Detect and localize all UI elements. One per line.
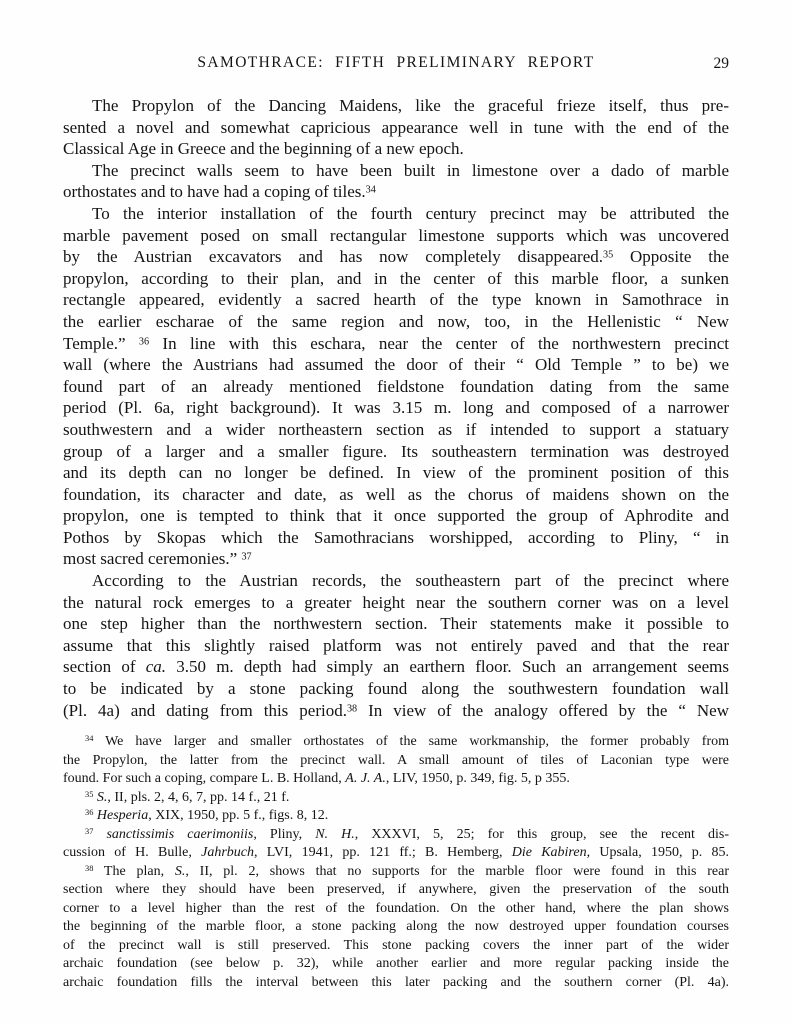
body-line <box>63 700 729 722</box>
text-run: Pothos by Skopas which the Samothracians worshipped, according to Pliny, “ in <box>63 527 729 547</box>
footnote <box>63 789 729 808</box>
page-number: 29 <box>713 55 729 72</box>
text-run: propylon, one is tempted to think that it once supported the group of Aphrodite and <box>63 506 729 526</box>
body-line <box>63 678 729 700</box>
text-run: wall (where the Austrians had assumed the door of their “ Old Temple ” to be) we <box>63 355 729 375</box>
text-run: Opposite the <box>613 247 729 267</box>
text-run: one step higher than the northwestern section. Their statements make it possible to <box>63 614 729 634</box>
footnote <box>63 733 729 789</box>
body-line <box>63 160 729 182</box>
text-run: , XXXVI, 5, 25; for this group, see the recent dis- <box>354 826 730 842</box>
body-paragraph <box>63 203 729 570</box>
text-run: archaic foundation fills the interval between this later packing and the southern corner (Pl. 4a). <box>63 974 729 990</box>
body-line <box>63 484 729 506</box>
body-line <box>63 376 729 398</box>
text-run: found part of an already mentioned fieldstone foundation dating from the same <box>63 376 729 396</box>
text-run: orthostates and to have had a coping of tiles. <box>63 182 366 202</box>
footnote-marker: 35 <box>603 249 614 261</box>
footnote-line <box>63 937 729 956</box>
footnote-line <box>63 918 729 937</box>
body-line <box>63 570 729 592</box>
footnote-line <box>63 752 729 771</box>
body-paragraph <box>63 95 729 160</box>
body-line <box>63 354 729 376</box>
text-run: archaic foundation (see below p. 32), while another earlier and more regular packing inside the <box>63 956 729 972</box>
footnotes-section <box>63 733 729 992</box>
text-run: Temple.” <box>63 333 139 353</box>
text-run: Classical Age in Greece and the beginning of a new epoch. <box>63 139 464 159</box>
footnote-marker: 35 <box>85 789 94 799</box>
body-line <box>63 117 729 139</box>
body-paragraph <box>63 570 729 721</box>
italic-text: S. <box>96 789 108 805</box>
italic-text: Die Kabiren <box>511 845 587 861</box>
footnote-line <box>63 789 729 808</box>
footnote-line <box>63 733 729 752</box>
body-line <box>63 268 729 290</box>
italic-text: Hesperia <box>96 808 149 824</box>
body-line <box>63 592 729 614</box>
footnote <box>63 826 729 863</box>
body-line <box>63 138 729 160</box>
text-run: of the precinct wall is still preserved. This stone packing covers the inner part of the wider <box>63 937 729 953</box>
text-run: the beginning of the marble floor, a stone packing along the now destroyed upper foundation courses <box>63 919 729 935</box>
footnote-marker: 34 <box>365 184 376 196</box>
italic-text: Jahrbuch <box>201 845 255 861</box>
footnote-line <box>63 881 729 900</box>
footnote-marker: 38 <box>346 703 358 715</box>
body-line <box>63 311 729 333</box>
body-line <box>63 397 729 419</box>
footnote-line <box>63 955 729 974</box>
body-line <box>63 419 729 441</box>
body-line <box>63 181 729 203</box>
footnote-line <box>63 900 729 919</box>
text-run: the natural rock emerges to a greater height near the southern corner was on a level <box>63 592 729 612</box>
text-run: corner to a level higher than the rest of the foundation. On the other hand, where the plan shows <box>63 900 729 916</box>
body-line <box>63 462 729 484</box>
text-run: rectangle appeared, evidently a sacred hearth of the type known in Samothrace in <box>63 290 729 310</box>
text-run: , LVI, 1941, pp. 121 ff.; B. Hemberg, <box>254 845 512 861</box>
footnote-line <box>63 974 729 993</box>
text-run: section of <box>63 657 146 677</box>
text-run: (Pl. 4a) and dating from this period. <box>63 700 347 720</box>
text-run: and its depth can no longer be defined. In view of the prominent position of this <box>63 463 729 483</box>
footnote-line <box>63 844 729 863</box>
text-run: group of a larger and a smaller figure. Its southeastern termination was destroyed <box>63 441 729 461</box>
italic-text: ca. <box>145 657 167 677</box>
body-line <box>63 95 729 117</box>
text-run: sented a novel and somewhat capricious appearance well in tune with the end of the <box>63 117 729 137</box>
text-run: , XIX, 1950, pp. 5 f., figs. 8, 12. <box>148 808 329 824</box>
text-run: In view of the analogy offered by the “ New <box>357 700 729 720</box>
footnote-line <box>63 826 729 845</box>
text-run: found. For such a coping, compare L. B. Holland, <box>63 771 346 787</box>
text-run: marble pavement posed on small rectangular limestone supports which was uncovered <box>63 225 729 245</box>
footnote-marker: 37 <box>241 551 252 563</box>
text-run: , II, pls. 2, 4, 6, 7, pp. 14 f., 21 f. <box>107 789 290 805</box>
footnote <box>63 807 729 826</box>
body-line <box>63 441 729 463</box>
page-header <box>63 54 729 74</box>
italic-text: sanctissimis caerimoniis <box>106 826 254 842</box>
text-run: the Propylon, the latter from the precinct wall. A small amount of tiles of Laconian type were <box>63 752 729 768</box>
text-run: , Upsala, 1950, p. 85. <box>586 845 729 861</box>
italic-text: A. J. A. <box>345 771 386 787</box>
text-run: To the interior installation of the fourth century precinct may be attributed the <box>92 203 729 223</box>
text-run: section where they should have been preserved, if anywhere, given the preservation of the south <box>63 882 729 898</box>
text-run: most sacred ceremonies.” <box>63 549 242 569</box>
footnote-marker: 38 <box>85 863 94 873</box>
text-run: , II, pl. 2, shows that no supports for the marble floor were found in this rear <box>185 863 729 879</box>
footnote-marker: 37 <box>85 826 94 836</box>
text-run: The plan, <box>93 863 175 879</box>
body-paragraph <box>63 160 729 203</box>
text-run: 3.50 m. depth had simply an earthern floor. Such an arrangement seems <box>166 657 729 677</box>
text-run: southwestern and a wider northeastern section as if intended to support a statuary <box>63 419 729 439</box>
body-line <box>63 548 729 570</box>
text-run <box>93 827 106 842</box>
text-run: cussion of H. Bulle, <box>63 845 202 861</box>
text-run: propylon, according to their plan, and in the center of this marble floor, a sunken <box>63 268 729 288</box>
running-head-title: SAMOTHRACE: FIFTH PRELIMINARY REPORT <box>197 54 595 71</box>
text-run: the earlier escharae of the same region and now, too, in the Hellenistic “ New <box>63 311 729 331</box>
footnote <box>63 863 729 993</box>
body-line <box>63 505 729 527</box>
body-line <box>63 289 729 311</box>
italic-text: S. <box>174 863 186 879</box>
body-line <box>63 527 729 549</box>
text-run: According to the Austrian records, the southeastern part of the precinct where <box>92 571 729 591</box>
text-run: The Propylon of the Dancing Maidens, like the graceful frieze itself, thus pre- <box>92 96 729 115</box>
text-run: , LIV, 1950, p. 349, fig. 5, p 355. <box>385 771 570 787</box>
text-run: In line with this eschara, near the center of the northwestern precinct <box>149 333 729 353</box>
body-line <box>63 635 729 657</box>
body-line <box>63 225 729 247</box>
footnote-line <box>63 770 729 789</box>
footnote-line <box>63 863 729 882</box>
footnote-marker: 36 <box>85 808 94 818</box>
body-line <box>63 333 729 355</box>
body-line <box>63 246 729 268</box>
text-run: by the Austrian excavators and has now completely disappeared. <box>63 247 604 267</box>
text-run: , Pliny, <box>253 826 316 842</box>
text-run: to be indicated by a stone packing found along the southwestern foundation wall <box>63 679 729 699</box>
body-text <box>63 95 729 721</box>
body-line <box>63 203 729 225</box>
body-line <box>63 656 729 678</box>
footnote-marker: 36 <box>138 335 150 347</box>
footnote-line <box>63 807 729 826</box>
text-block <box>63 54 729 992</box>
text-run: The precinct walls seem to have been built in limestone over a dado of marble <box>92 160 729 180</box>
text-run: foundation, its character and date, as well as the chorus of maidens shown on the <box>63 484 729 504</box>
text-run: assume that this slightly raised platform was not entirely paved and that the rear <box>63 635 729 655</box>
italic-text: N. H. <box>315 826 355 842</box>
footnote-marker: 34 <box>85 734 94 744</box>
body-line <box>63 613 729 635</box>
text-run: period (Pl. 6a, right background). It was 3.15 m. long and composed of a narrower <box>63 398 729 418</box>
text-run: We have larger and smaller orthostates of the same workmanship, the former probably from <box>93 734 729 750</box>
